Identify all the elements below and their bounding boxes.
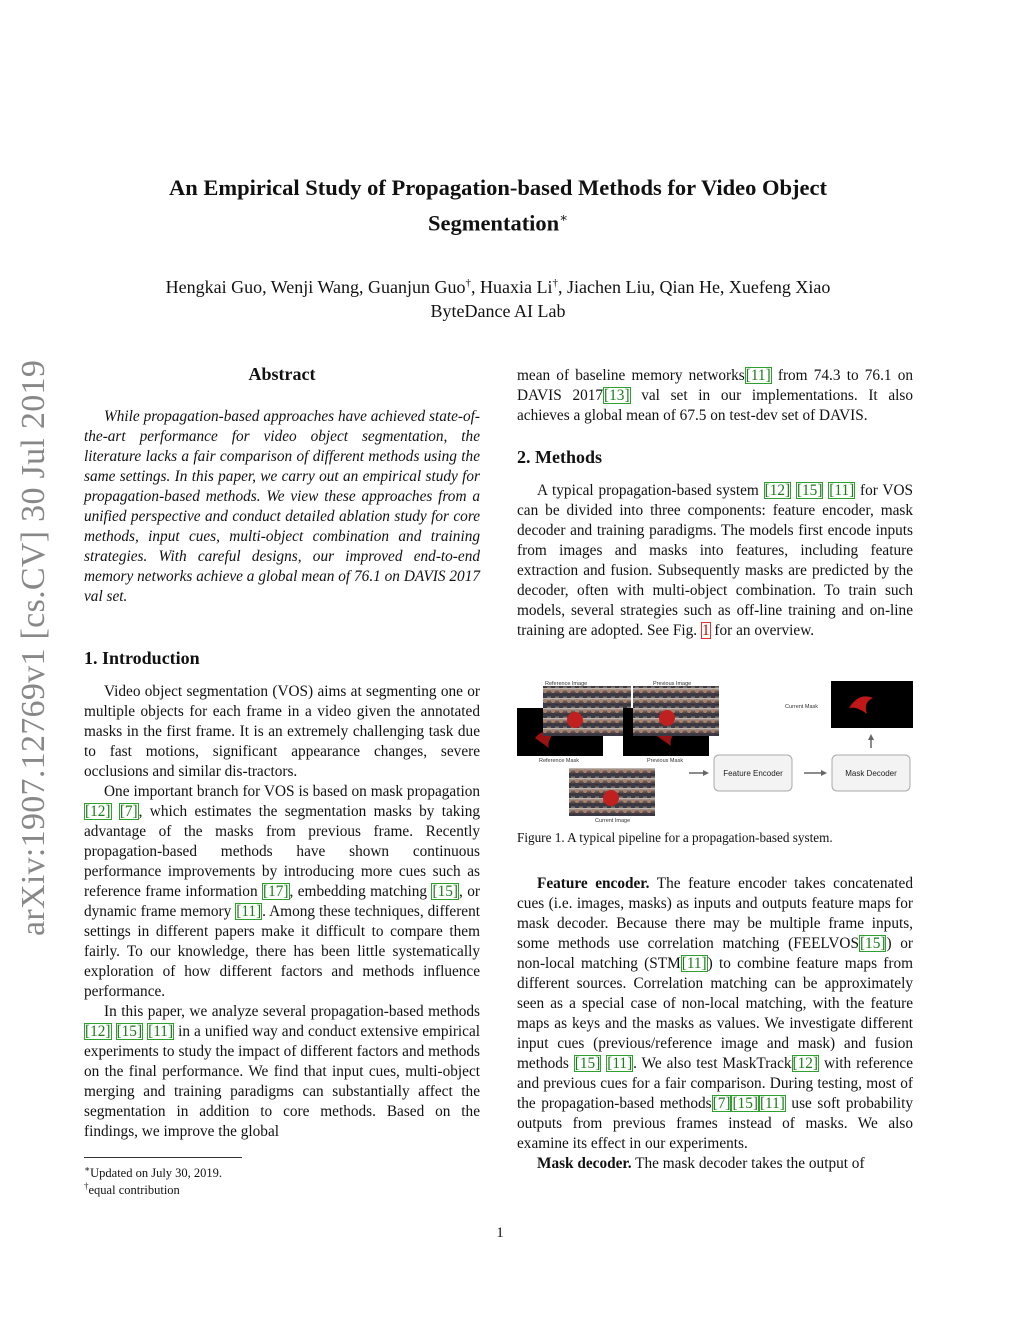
- reference-mask-label: Reference Mask: [539, 758, 580, 764]
- abstract-body: While propagation-based approaches have achieved state-of-the-art performance for video object segmentation, the literature lacks a fair comparison of different methods using the same settings. In this paper, we carry out an empirical study for propagation-based methods. We view these approaches from a unified perspective and conduct detailed ablation study for core methods, input cues, multi-object combination and training strategies. With careful designs, our improved end-to-end memory networks achieve a global mean of 76.1 on DAVIS 2017 val set.: [84, 408, 480, 605]
- current-image-label: Current Image: [595, 818, 631, 824]
- figure-link[interactable]: 1: [701, 622, 710, 639]
- citation-link[interactable]: [11]: [607, 1055, 633, 1072]
- citation-link[interactable]: [11]: [759, 1095, 785, 1112]
- page-number: 1: [496, 1225, 504, 1241]
- current-mask-label: Current Mask: [785, 704, 819, 710]
- affiliation: ByteDance AI Lab: [430, 301, 566, 321]
- author-block: [60, 271, 936, 323]
- reference-image-thumbnail: [543, 686, 631, 736]
- arxiv-stamp: arXiv:1907.12769v1 [cs.CV] 30 Jul 2019: [15, 359, 52, 936]
- previous-image-label: Previous Image: [653, 681, 692, 687]
- citation-link[interactable]: [15]: [116, 1023, 143, 1040]
- mask-decoder-runin: Mask decoder.: [537, 1155, 632, 1172]
- feature-encoder-label: Feature Encoder: [723, 769, 783, 778]
- intro-paragraph: In this paper, we analyze several propagation-based methods [12] [15] [11] in a unified way and conduct extensive empirical experiments to study the impact of different factors and methods on the final performance. We find that input cues, multi-object merging and training paradigms can substantially affect the segmentation in addition to core methods. Based on the findings, we improve the global: [84, 1003, 481, 1140]
- figure-caption: Figure 1. A typical pipeline for a propagation-based system.: [517, 830, 833, 845]
- methods-body: A typical propagation-based system [12] [15] [11] for VOS can be divided into three components: feature encoder, mask decoder and training paradigms. The models first encode inputs from images and masks into features, including feature extraction and fusion. Subsequently masks are predicted by the decoder, often with multi-object combination. To train such models, several strategies such as off-line training and on-line training are adopted. See Fig. 1 for an overview.: [517, 482, 913, 639]
- paper-title: [100, 173, 896, 239]
- footnote-2: †equal contribution: [84, 1181, 180, 1198]
- title-line-2: Segmentation∗: [427, 210, 569, 236]
- citation-link[interactable]: [7]: [712, 1095, 731, 1112]
- author-list: Hengkai Guo, Wenji Wang, Guanjun Guo†, Huaxia Li†, Jiachen Liu, Qian He, Xuefeng Xiao: [165, 277, 831, 297]
- footnote-rule: [84, 1157, 242, 1158]
- citation-link[interactable]: [7]: [119, 803, 138, 820]
- citation-link[interactable]: [11]: [745, 367, 771, 384]
- citation-link[interactable]: [11]: [148, 1023, 174, 1040]
- citation-link[interactable]: [15]: [796, 482, 823, 499]
- title-line-1: An Empirical Study of Propagation-based Methods for Video Object: [169, 175, 827, 200]
- citation-link[interactable]: [12]: [792, 1055, 819, 1072]
- footnote-1: ∗Updated on July 30, 2019.: [84, 1164, 223, 1181]
- previous-mask-label: Previous Mask: [647, 758, 684, 764]
- citation-link[interactable]: [15]: [574, 1055, 601, 1072]
- citation-link[interactable]: [12]: [85, 803, 111, 820]
- figure-1: [517, 678, 915, 828]
- citation-link[interactable]: [11]: [681, 955, 707, 972]
- feature-encoder-runin: Feature encoder.: [537, 875, 650, 892]
- citation-link[interactable]: [11]: [236, 903, 262, 920]
- citation-link[interactable]: [15]: [732, 1095, 758, 1112]
- citation-link[interactable]: [13]: [604, 387, 630, 404]
- intro-paragraph: One important branch for VOS is based on mask propagation [12] [7], which estimates the segmentation masks by taking advantage of the masks from previous frame. Recently propagation-based methods have shown continuous performance improvements by introducing more cues such as reference frame information [17], embedding matching [15], or dynamic frame memory [11]. Among these techniques, different settings in different papers make it difficult to compare them fairly. To our knowledge, there has been little systematically exploration of how different factors and methods influence performance.: [84, 783, 480, 1000]
- previous-image-thumbnail: [633, 686, 719, 736]
- intro-paragraph: Video object segmentation (VOS) aims at segmenting one or multiple objects for each frame in a video given the annotated masks in the first frame. It is an extremely challenging task due to fast motions, significant appearance changes, severe occlusions and similar dis-tractors.: [84, 683, 480, 780]
- methods-heading: 2. Methods: [517, 447, 602, 467]
- abstract-heading: Abstract: [248, 364, 316, 384]
- current-mask-thumbnail: [831, 681, 913, 728]
- citation-link[interactable]: [12]: [764, 482, 791, 499]
- citation-link[interactable]: [17]: [263, 883, 289, 900]
- citation-link[interactable]: [12]: [85, 1023, 111, 1040]
- feature-encoder-section: Feature encoder. The feature encoder takes concatenated cues (i.e. images, masks) as inputs and outputs feature maps for mask decoder. Because there may be multiple frame inputs, some methods use correlation matching (FEELVOS[15]) or non-local matching (STM[11]) to combine feature maps from different sources. Correlation matching can be approximately seen as a special case of non-local matching, with the feature maps as keys and the masks as values. We investigate different input cues (previous/reference image and mask) and fusion methods [15] [11]. We also test MaskTrack[12] with reference and previous cues for a fair comparison. During testing, most of the propagation-based methods[7] [15] [11] use soft probability outputs from previous frames instead of masks. We also examine its effect in our experiments. Mask decoder. The mask decoder takes the output of: [517, 875, 914, 1172]
- intro-body: [84, 682, 480, 1142]
- title-footnote-mark: ∗: [559, 210, 569, 225]
- reference-image-label: Reference Image: [545, 681, 588, 687]
- citation-link[interactable]: [15]: [432, 883, 458, 900]
- mask-decoder-label: Mask Decoder: [845, 769, 897, 778]
- intro-heading: 1. Introduction: [84, 648, 200, 668]
- citation-link[interactable]: [15]: [859, 935, 886, 952]
- citation-link[interactable]: [11]: [829, 482, 855, 499]
- right-column-continuation: mean of baseline memory networks[11] from 74.3 to 76.1 on DAVIS 2017[13] val set in our implementations. It also achieves a global mean of 67.5 on test-dev set of DAVIS.: [517, 367, 914, 424]
